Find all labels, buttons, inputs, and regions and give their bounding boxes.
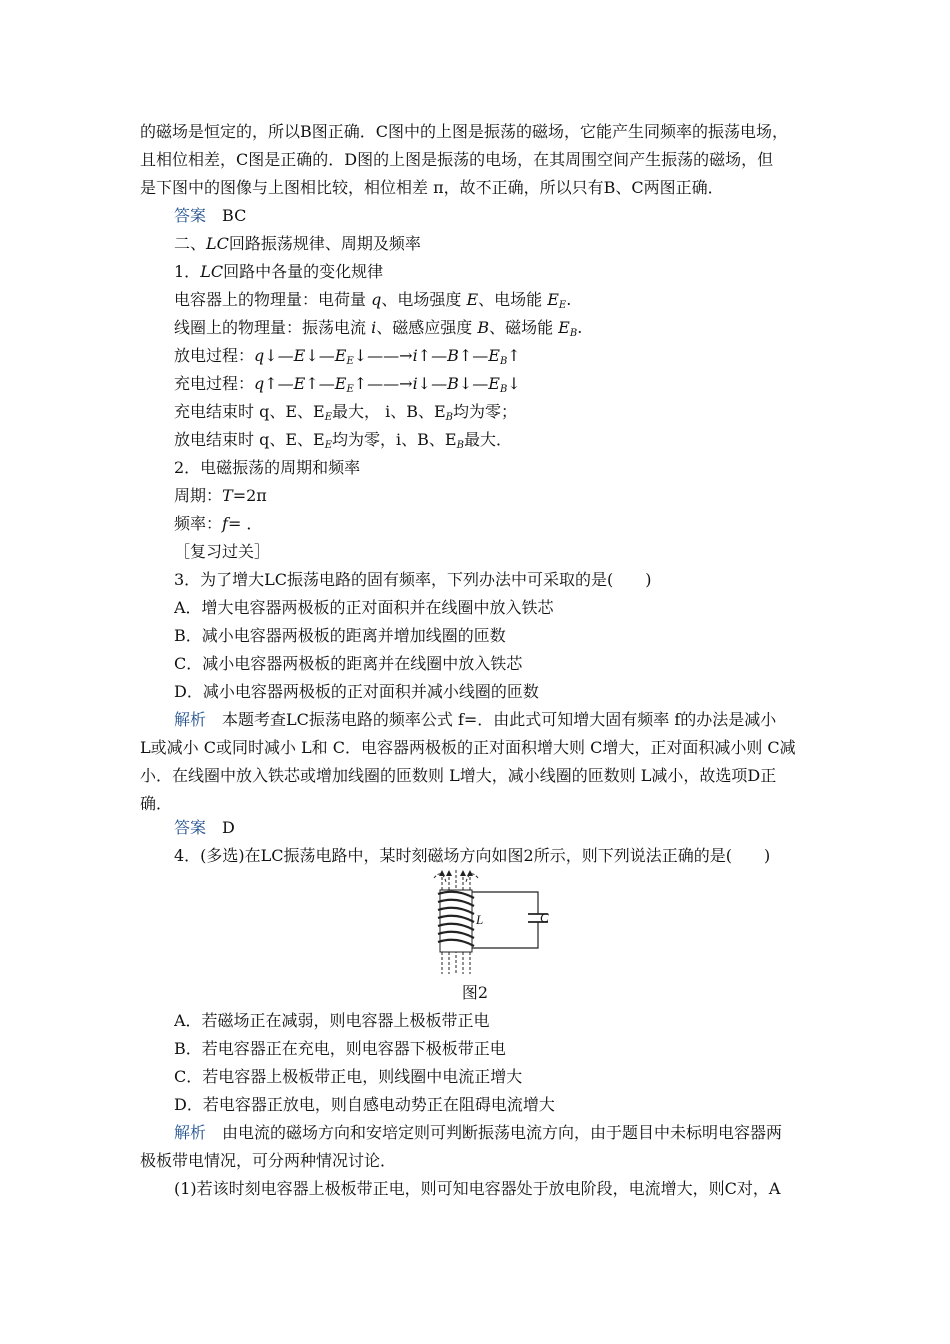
question-4: 4．(多选)在LC振荡电路中，某时刻磁场方向如图2所示，则下列说法正确的是( ) [174,846,771,865]
symbol-lc: LC [206,234,229,253]
subscript: E [324,412,333,423]
explanation-line [174,1123,812,1143]
text-span: 最大． [463,430,512,449]
item-title: 回路中各量的变化规律 [223,262,384,281]
option-c: C．若电容器上极板带正电，则线圈中电流正增大 [174,1067,523,1086]
formula: =2π [232,486,267,505]
text-span: 、磁感应强度 [376,318,478,337]
period-formula [174,486,812,506]
explanation-line: L或减小 C或同时减小 L和 C．电容器两极板的正对面积增大则 C增大，正对面积减小则 C减 [140,738,796,757]
formula: ↑ [507,346,521,365]
text-span: 充电过程： [174,374,255,393]
charge-process [174,374,812,400]
inductor-label: L [476,912,484,927]
item-number: 1． [174,262,201,281]
answer-value: D [222,818,235,837]
subscript: B [445,412,454,423]
text-span: 最大， i、B、E [332,402,446,421]
answer-label: 答案 [174,206,207,225]
text-span: 线圈上的物理量：振荡电流 [174,318,372,337]
symbol-q: q [371,290,382,309]
lc-circuit-figure [428,870,558,976]
option-b: B．减小电容器两极板的距离并增加线圈的匝数 [174,626,506,645]
formula: ↓——→i↑—B↑—E [353,346,500,365]
option-a: A．若磁场正在减弱，则电容器上极板带正电 [174,1011,490,1030]
explanation-line: 极板带电情况，可分两种情况讨论． [140,1151,397,1170]
text-span: 放电过程： [174,346,255,365]
figure-caption: 图2 [461,983,489,1002]
coil-quantities [174,318,812,344]
symbol-e: E [558,318,570,337]
text-span: 充电结束时 q、E、E [174,402,325,421]
question-3: 3．为了增大LC振荡电路的固有频率，下列办法中可采取的是( ) [174,570,652,589]
text-line: 的磁场是恒定的，所以B图正确．C图中的上图是振荡的磁场，它能产生同频率的振荡电场， [140,122,789,141]
subscript: E [346,356,354,367]
text-span: 、电场强度 [381,290,467,309]
end-of-charge [174,402,812,428]
section-heading [174,234,812,254]
symbol-i: i [371,318,377,337]
review-heading: ［复习过关］ [174,542,271,561]
text-span: 由电流的磁场方向和安培定则可判断振荡电流方向，由于题目中未标明电容器两 [206,1123,783,1142]
frequency-formula [174,514,812,534]
answer-line [174,818,812,838]
subscript: B [456,440,464,451]
text-line: 且相位相差，C图是正确的．D图的上图是振荡的电场，在其周围空间产生振荡的磁场，但 [140,150,774,169]
formula: ↑——→i↓—B↓—E [353,374,500,393]
subsection-heading: 2．电磁振荡的周期和频率 [174,458,361,477]
answer-value: BC [222,206,247,225]
text-span: 均为零，i、B、E [332,430,457,449]
option-a: A．增大电容器两极板的正对面积并在线圈中放入铁芯 [174,598,554,617]
symbol-lc: LC [200,262,224,281]
text-span: 均为零； [453,402,518,421]
capacitor-quantities [174,290,812,316]
option-b: B．若电容器正在充电，则电容器下极板带正电 [174,1039,506,1058]
formula: q↓—E↓—E [254,346,347,365]
symbol-dot: . [566,290,572,309]
option-d: D．若电容器正放电，则自感电动势正在阻碍电流增大 [174,1095,555,1114]
explanation-line: 确． [140,794,173,813]
explanation-label: 解析 [174,1123,207,1142]
option-d: D．减小电容器两极板的正对面积并减小线圈的匝数 [174,682,539,701]
text-span: 电容器上的物理量：电荷量 [174,290,372,309]
explanation-label: 解析 [174,710,207,729]
text-span: 、磁场能 [489,318,559,337]
explanation-line [174,710,812,730]
formula: q↑—E↑—E [254,374,347,393]
formula: ↓ [507,374,521,393]
circuit-wires [472,892,548,948]
capacitor-label: C [540,910,549,925]
symbol-e: E [547,290,559,309]
subsection-heading [174,262,812,282]
answer-line [174,206,812,226]
end-of-discharge [174,430,812,456]
section-number: 二、 [174,234,207,253]
discharge-process [174,346,812,372]
text-span: 放电结束时 q、E、E [174,430,325,449]
subscript: B [499,356,508,367]
answer-label: 答案 [174,818,207,837]
section-title: 回路振荡规律、周期及频率 [228,234,421,253]
symbol-b: B [477,318,490,337]
text-span: 本题考查LC振荡电路的频率公式 f=．由此式可知增大固有频率 f的办法是减小 [206,710,777,729]
text-span: 、电场能 [478,290,548,309]
formula: = ． [227,514,263,533]
symbol-f: f [222,514,228,533]
subscript: E [346,384,354,395]
symbol-dot: . [577,318,583,337]
text-line: 是下图中的图像与上图相比较，相位相差 π，故不正确，所以只有B、C两图正确． [140,178,724,197]
subscript: B [569,328,578,339]
explanation-line: 小．在线圈中放入铁芯或增加线圈的匝数则 L增大，减小线圈的匝数则 L减小，故选项D正 [140,766,777,785]
subscript: E [324,440,333,451]
text-span: 频率： [174,514,223,533]
symbol-e: E [466,290,479,309]
symbol-t: T [222,486,233,505]
subscript: E [558,300,567,311]
subscript: B [499,384,508,395]
option-c: C．减小电容器两极板的距离并在线圈中放入铁芯 [174,654,523,673]
text-span: 周期： [174,486,223,505]
explanation-line: (1)若该时刻电容器上极板带正电，则可知电容器处于放电阶段，电流增大，则C对，A [174,1179,781,1198]
